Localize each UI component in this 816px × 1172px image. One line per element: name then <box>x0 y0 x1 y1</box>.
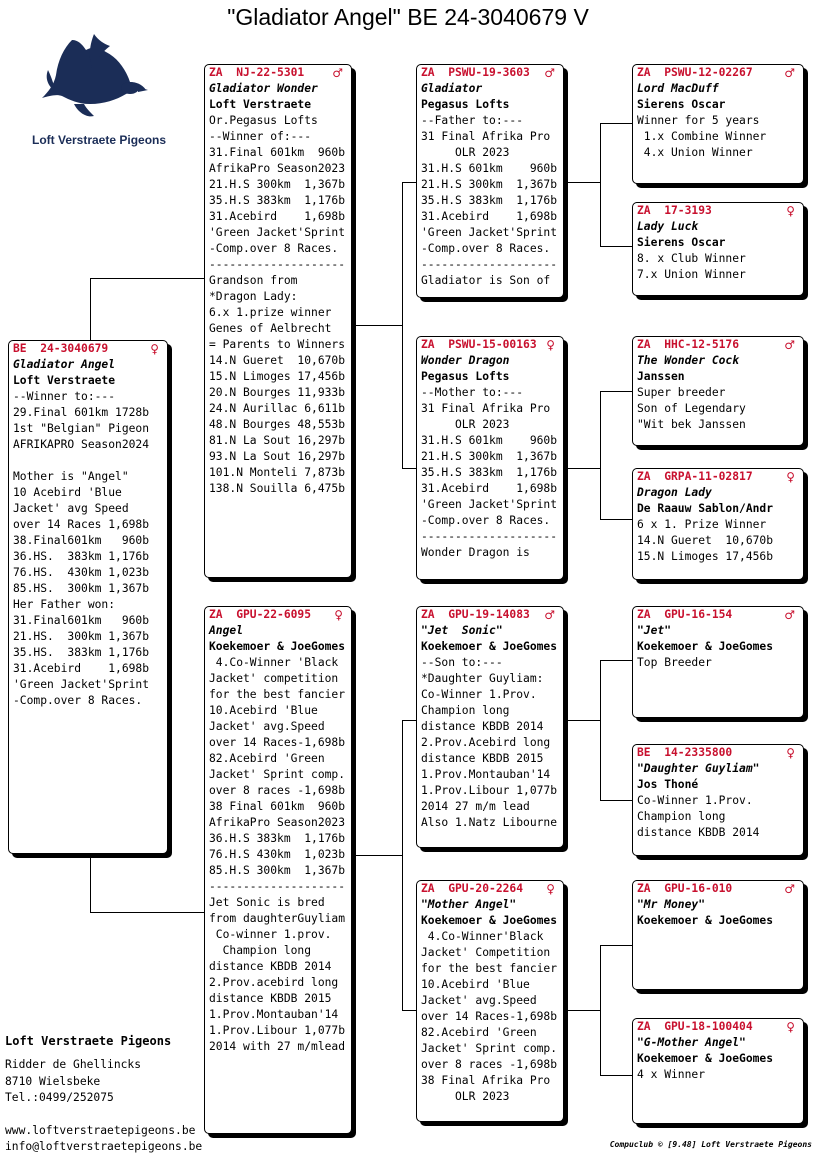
connector-line <box>600 123 601 246</box>
connector-line <box>600 391 601 519</box>
male-symbol-icon: ♂ <box>784 882 795 896</box>
info-line: OLR 2023 <box>421 146 510 159</box>
connector-line <box>600 1075 633 1076</box>
info-line: Jacket' Sprint comp. <box>421 1042 558 1055</box>
info-line: 82.Acebird 'Green <box>421 1026 537 1039</box>
info-line: Jacket' avg.Speed <box>421 994 537 1007</box>
pigeon-card-sss <box>632 64 804 184</box>
pigeon-card-sire-dam <box>416 336 564 580</box>
info-line: 20.N Bourges 11,933b <box>209 386 346 399</box>
info-line: over 8 races -1,698b <box>421 1058 558 1071</box>
info-line: 4 x Winner <box>637 1068 706 1081</box>
contact-phone: Tel.:0499/252075 <box>5 1091 114 1104</box>
info-line: AfrikaPro Season2023 <box>209 162 346 175</box>
info-line: 1st "Belgian" Pigeon <box>13 422 150 435</box>
info-line: OLR 2023 <box>421 1090 510 1103</box>
connector-line <box>90 912 204 913</box>
owner-name: Pegasus Lofts <box>421 98 510 111</box>
connector-line <box>402 182 403 468</box>
info-line: 38 Final 601km 960b <box>209 800 346 813</box>
ring-number: ZA 17-3193 <box>637 204 712 217</box>
owner-name: Koekemoer & JoeGomes <box>209 640 346 653</box>
info-line: Son of Legendary <box>637 402 746 415</box>
ring-number: ZA GPU-22-6095 <box>209 608 312 621</box>
info-line: *Dragon Lady: <box>209 290 298 303</box>
ring-number: ZA GPU-20-2264 <box>421 882 524 895</box>
info-line: 85.H.S 300km 1,367b <box>209 864 346 877</box>
info-line: Jacket' competition <box>209 672 339 685</box>
ring-number: ZA GPU-19-14083 <box>421 608 530 621</box>
info-line: distance KBDB 2014 <box>637 826 760 839</box>
info-line: 2014 27 m/m lead <box>421 800 530 813</box>
info-line: Winner for 5 years <box>637 114 760 127</box>
info-line: 'Green Jacket'Sprint <box>209 226 346 239</box>
female-symbol-icon: ♀ <box>786 470 795 484</box>
info-line: 31.Acebird 1,698b <box>13 662 150 675</box>
pigeon-name: "Daughter Guyliam" <box>637 762 760 775</box>
info-line: distance KBDB 2015 <box>421 752 544 765</box>
info-line: Genes of Aelbrecht <box>209 322 332 335</box>
info-line: Champion long <box>421 704 510 717</box>
connector-line <box>348 325 402 326</box>
info-line: Co-winner 1.prov. <box>209 928 332 941</box>
info-line: for the best fancier <box>421 962 558 975</box>
info-line: AfrikaPro Season2023 <box>209 816 346 829</box>
info-line: AFRIKAPRO Season2024 <box>13 438 150 451</box>
pigeon-card-dam <box>204 606 352 1134</box>
info-line: 6 x 1. Prize Winner <box>637 518 767 531</box>
info-line: 31 Final Afrika Pro <box>421 130 551 143</box>
info-line: Jet Sonic is bred <box>209 896 325 909</box>
pigeon-name: "Mr Money" <box>637 898 706 911</box>
female-symbol-icon: ♀ <box>786 746 795 760</box>
info-line: over 8 races -1,698b <box>209 784 346 797</box>
owner-name: Jos Thoné <box>637 778 699 791</box>
info-line: 2.Prov.Acebird long <box>421 736 551 749</box>
info-line: 38 Final Afrika Pro <box>421 1074 551 1087</box>
pigeon-logo-icon <box>34 30 164 125</box>
pigeon-name: "Jet" <box>637 624 672 637</box>
info-line: Jacket' avg Speed <box>13 502 129 515</box>
pigeon-card-sdd <box>632 468 804 580</box>
info-line: 15.N Limoges 17,456b <box>637 550 774 563</box>
info-line: 76.H.S 430km 1,023b <box>209 848 346 861</box>
info-line: 31.Final601km 960b <box>13 614 150 627</box>
info-line: 4.Co-Winner'Black <box>421 930 544 943</box>
male-symbol-icon: ♂ <box>784 608 795 622</box>
info-line: Champion long <box>209 944 312 957</box>
info-line: OLR 2023 <box>421 418 510 431</box>
pigeon-name: Gladiator Angel <box>13 358 116 371</box>
ring-number: ZA PSWU-19-3603 <box>421 66 530 79</box>
owner-name: Koekemoer & JoeGomes <box>421 914 558 927</box>
pigeon-name: "Mother Angel" <box>421 898 517 911</box>
info-line: --Winner to:--- <box>13 390 116 403</box>
female-symbol-icon: ♀ <box>150 342 159 356</box>
connector-line <box>562 1010 600 1011</box>
info-line: 21.H.S 300km 1,367b <box>421 450 558 463</box>
male-symbol-icon: ♂ <box>544 608 555 622</box>
owner-name: Koekemoer & JoeGomes <box>637 1052 774 1065</box>
info-line: 2014 with 27 m/mlead <box>209 1040 346 1053</box>
info-line: 31.Acebird 1,698b <box>421 210 558 223</box>
info-line: over 14 Races-1,698b <box>421 1010 558 1023</box>
info-line: Her Father won: <box>13 598 116 611</box>
info-line: 2.Prov.acebird long <box>209 976 339 989</box>
info-line: 15.N Limoges 17,456b <box>209 370 346 383</box>
info-line: 35.HS. 383km 1,176b <box>13 646 150 659</box>
info-line: 38.Final601km 960b <box>13 534 150 547</box>
connector-line <box>600 800 633 801</box>
pigeon-card-ssd <box>632 202 804 296</box>
pigeon-name: Lord MacDuff <box>637 82 719 95</box>
info-line: 7.x Union Winner <box>637 268 746 281</box>
info-line: Mother is "Angel" <box>13 470 129 483</box>
pigeon-name: "G-Mother Angel" <box>637 1036 746 1049</box>
info-line: 81.N La Sout 16,297b <box>209 434 346 447</box>
info-line: Jacket' avg.Speed <box>209 720 325 733</box>
info-line: Co-Winner 1.Prov. <box>421 688 537 701</box>
contact-name: Loft Verstraete Pigeons <box>5 1034 172 1048</box>
connector-line <box>562 720 600 721</box>
ring-number: ZA GPU-16-010 <box>637 882 733 895</box>
connector-line <box>600 945 601 1075</box>
info-line: 14.N Gueret 10,670b <box>637 534 774 547</box>
info-line: Or.Pegasus Lofts <box>209 114 318 127</box>
pigeon-name: Wonder Dragon <box>421 354 510 367</box>
ring-number: ZA NJ-22-5301 <box>209 66 305 79</box>
info-line: 'Green Jacket'Sprint <box>421 498 558 511</box>
info-line <box>9 453 167 469</box>
info-line: -Comp.over 8 Races. <box>209 242 339 255</box>
info-line: -------------------- <box>209 880 346 893</box>
pigeon-card-main <box>8 340 168 854</box>
info-line: over 14 Races-1,698b <box>209 736 346 749</box>
info-line: Super breeder <box>637 386 726 399</box>
female-symbol-icon: ♀ <box>786 1020 795 1034</box>
info-line: 36.HS. 383km 1,176b <box>13 550 150 563</box>
info-line: Gladiator is Son of <box>421 274 551 287</box>
male-symbol-icon: ♂ <box>784 338 795 352</box>
pigeon-card-dsd <box>632 744 804 856</box>
info-line: 1.Prov.Libour 1,077b <box>421 784 558 797</box>
info-line: 138.N Souilla 6,475b <box>209 482 346 495</box>
info-line: distance KBDB 2014 <box>209 960 332 973</box>
info-line: Jacket' Sprint comp. <box>209 768 346 781</box>
ring-number: ZA PSWU-12-02267 <box>637 66 753 79</box>
info-line: over 14 Races 1,698b <box>13 518 150 531</box>
footer-credit: Compuclub © [9.48] Loft Verstraete Pigeons <box>609 1140 812 1149</box>
info-line: 21.H.S 300km 1,367b <box>421 178 558 191</box>
info-line: --Son to:--- <box>421 656 503 669</box>
female-symbol-icon: ♀ <box>546 338 555 352</box>
pigeon-card-dds <box>632 880 804 990</box>
connector-line <box>600 519 633 520</box>
info-line: 29.Final 601km 1728b <box>13 406 150 419</box>
info-line: 31.H.S 601km 960b <box>421 434 558 447</box>
info-line: 1.Prov.Montauban'14 <box>421 768 551 781</box>
info-line: for the best fancier <box>209 688 346 701</box>
pigeon-card-sire <box>204 64 352 578</box>
info-line: 1.Prov.Montauban'14 <box>209 1008 339 1021</box>
info-line: 35.H.S 383km 1,176b <box>421 466 558 479</box>
connector-line <box>90 278 91 342</box>
pigeon-card-sds <box>632 336 804 446</box>
info-line: 'Green Jacket'Sprint <box>421 226 558 239</box>
pigeon-name: "Jet Sonic" <box>421 624 503 637</box>
info-line: -Comp.over 8 Races. <box>421 242 551 255</box>
female-symbol-icon: ♀ <box>334 608 343 622</box>
info-line: 93.N La Sout 16,297b <box>209 450 346 463</box>
info-line: 31.H.S 601km 960b <box>421 162 558 175</box>
info-line: 4.Co-Winner 'Black <box>209 656 339 669</box>
connector-line <box>600 660 633 661</box>
info-line: Jacket' Competition <box>421 946 551 959</box>
info-line: Also 1.Natz Libourne <box>421 816 558 829</box>
owner-name: Janssen <box>637 370 685 383</box>
info-line: 21.H.S 300km 1,367b <box>209 178 346 191</box>
pigeon-card-sire-sire <box>416 64 564 298</box>
pigeon-name: Angel <box>209 624 244 637</box>
male-symbol-icon: ♂ <box>784 66 795 80</box>
connector-line <box>90 852 91 912</box>
info-line: 6.x 1.prize winner <box>209 306 332 319</box>
male-symbol-icon: ♂ <box>332 66 343 80</box>
connector-line <box>562 182 600 183</box>
pigeon-card-dss <box>632 606 804 718</box>
contact-website[interactable]: www.loftverstraetepigeons.be <box>5 1124 196 1137</box>
pigeon-name: The Wonder Cock <box>637 354 740 367</box>
owner-name: De Raauw Sablon/Andr <box>637 502 774 515</box>
owner-name: Loft Verstraete <box>209 98 312 111</box>
info-line: Co-Winner 1.Prov. <box>637 794 753 807</box>
pigeon-name: Gladiator <box>421 82 483 95</box>
info-line: --Winner of:--- <box>209 130 312 143</box>
info-line: 31.Acebird 1,698b <box>209 210 346 223</box>
ring-number: ZA PSWU-15-00163 <box>421 338 537 351</box>
info-line: 10.Acebird 'Blue <box>421 978 530 991</box>
info-line: --Mother to:--- <box>421 386 524 399</box>
info-line: 76.HS. 430km 1,023b <box>13 566 150 579</box>
pigeon-name: Lady Luck <box>637 220 699 233</box>
ring-number: ZA GPU-16-154 <box>637 608 733 621</box>
connector-line <box>90 278 204 279</box>
female-symbol-icon: ♀ <box>786 204 795 218</box>
info-line: 10 Acebird 'Blue <box>13 486 122 499</box>
info-line: 10.Acebird 'Blue <box>209 704 318 717</box>
owner-name: Koekemoer & JoeGomes <box>421 640 558 653</box>
info-line: 101.N Monteli 7,873b <box>209 466 346 479</box>
pigeon-card-dam-sire <box>416 606 564 848</box>
info-line: = Parents to Winners <box>209 338 346 351</box>
info-line: 35.H.S 383km 1,176b <box>209 194 346 207</box>
owner-name: Loft Verstraete <box>13 374 116 387</box>
connector-line <box>348 855 402 856</box>
pigeon-card-dam-dam <box>416 880 564 1122</box>
connector-line <box>600 123 633 124</box>
info-line: from daughterGuyliam <box>209 912 346 925</box>
owner-name: Koekemoer & JoeGomes <box>637 640 774 653</box>
info-line: 8. x Club Winner <box>637 252 746 265</box>
info-line: -Comp.over 8 Races. <box>13 694 143 707</box>
owner-name: Sierens Oscar <box>637 98 726 111</box>
pigeon-name: Gladiator Wonder <box>209 82 318 95</box>
info-line: 36.H.S 383km 1,176b <box>209 832 346 845</box>
info-line: -------------------- <box>209 258 346 271</box>
pigeon-name: Dragon Lady <box>637 486 712 499</box>
info-line: Wonder Dragon is <box>421 546 530 559</box>
info-line: Champion long <box>637 810 726 823</box>
info-line: -------------------- <box>421 530 558 543</box>
pigeon-card-ddd <box>632 1018 804 1124</box>
info-line: 82.Acebird 'Green <box>209 752 325 765</box>
connector-line <box>600 945 633 946</box>
connector-line <box>402 720 403 1010</box>
info-line: -Comp.over 8 Races. <box>421 514 551 527</box>
info-line: 31 Final Afrika Pro <box>421 402 551 415</box>
info-line: 24.N Aurillac 6,611b <box>209 402 346 415</box>
info-line: Top Breeder <box>637 656 712 669</box>
ring-number: ZA GPU-18-100404 <box>637 1020 753 1033</box>
info-line: 1.x Combine Winner <box>637 130 767 143</box>
info-line: 1.Prov.Libour 1,077b <box>209 1024 346 1037</box>
contact-address: Ridder de Ghellincks <box>5 1058 142 1071</box>
ring-number: BE 24-3040679 <box>13 342 109 355</box>
logo-text: Loft Verstraete Pigeons <box>32 133 167 147</box>
owner-name: Pegasus Lofts <box>421 370 510 383</box>
connector-line <box>600 660 601 800</box>
owner-name: Koekemoer & JoeGomes <box>637 914 774 927</box>
info-line: 85.HS. 300km 1,367b <box>13 582 150 595</box>
page-title: "Gladiator Angel" BE 24-3040679 V <box>227 4 589 30</box>
info-line: 21.HS. 300km 1,367b <box>13 630 150 643</box>
info-line: 31.Acebird 1,698b <box>421 482 558 495</box>
info-line: 'Green Jacket'Sprint <box>13 678 150 691</box>
owner-name: Sierens Oscar <box>637 236 726 249</box>
info-line: *Daughter Guyliam: <box>421 672 544 685</box>
info-line: -------------------- <box>421 258 558 271</box>
connector-line <box>600 246 633 247</box>
female-symbol-icon: ♀ <box>546 882 555 896</box>
ring-number: ZA HHC-12-5176 <box>637 338 740 351</box>
ring-number: BE 14-2335800 <box>637 746 733 759</box>
ring-number: ZA GRPA-11-02817 <box>637 470 753 483</box>
info-line: 4.x Union Winner <box>637 146 753 159</box>
info-line: 31.Final 601km 960b <box>209 146 346 159</box>
connector-line <box>562 468 600 469</box>
info-line: distance KBDB 2015 <box>209 992 332 1005</box>
info-line: "Wit bek Janssen <box>637 418 746 431</box>
info-line: 48.N Bourges 48,553b <box>209 418 346 431</box>
contact-city: 8710 Wielsbeke <box>5 1075 101 1088</box>
info-line: --Father to:--- <box>421 114 524 127</box>
info-line: Grandson from <box>209 274 298 287</box>
connector-line <box>600 391 633 392</box>
contact-email[interactable]: info@loftverstraetepigeons.be <box>5 1140 203 1153</box>
info-line: 14.N Gueret 10,670b <box>209 354 346 367</box>
info-line: distance KBDB 2014 <box>421 720 544 733</box>
male-symbol-icon: ♂ <box>544 66 555 80</box>
info-line: 35.H.S 383km 1,176b <box>421 194 558 207</box>
